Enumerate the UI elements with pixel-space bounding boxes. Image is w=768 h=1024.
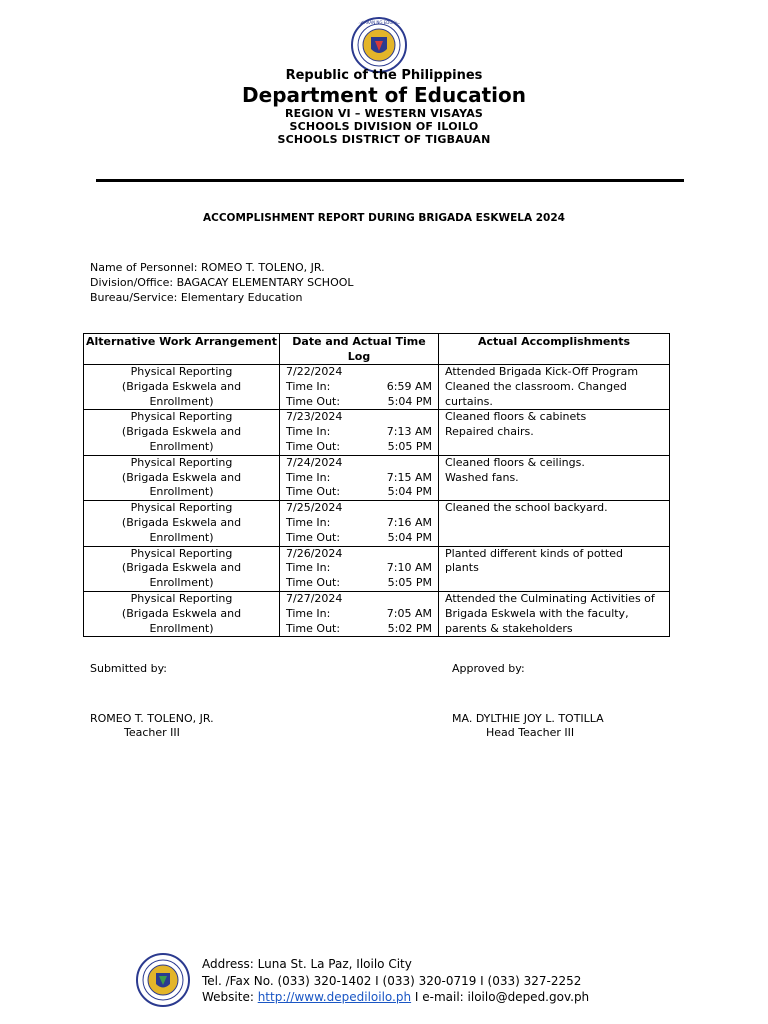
website-link[interactable]: http://www.depediloilo.ph: [257, 990, 412, 1004]
approver-position: Head Teacher III: [486, 726, 575, 739]
arrangement-cell: [84, 455, 280, 500]
accomplishment-line: Brigada Eskwela with the faculty,: [445, 606, 629, 620]
deped-seal-icon: [347, 17, 411, 73]
time-out-label: Time Out:: [286, 576, 341, 590]
time-in-line: [280, 516, 438, 531]
date-line: [280, 410, 438, 425]
time-in-label: Time In:: [286, 379, 331, 393]
time-out-value: 5:04 PM: [387, 530, 432, 544]
accomplishment-line: curtains.: [445, 394, 493, 408]
time-out-line: [280, 531, 438, 546]
email-text: I e-mail: iloilo@deped.gov.ph: [411, 990, 590, 1004]
arrangement-line: Enrollment): [149, 394, 214, 408]
date-line: [280, 365, 438, 380]
table-row: [84, 410, 670, 455]
table-row: [84, 501, 670, 546]
time-in-value: 7:16 AM: [386, 515, 432, 529]
accomplishment-line: Repaired chairs.: [445, 425, 534, 439]
website-label: Website:: [202, 990, 258, 1004]
accomplishment-line: Attended the Culminating Activities of: [445, 591, 655, 605]
table-row: [84, 591, 670, 636]
accomplishment-line: Washed fans.: [445, 470, 519, 484]
time-out-line: [280, 485, 438, 500]
time-out-value: 5:05 PM: [387, 576, 432, 590]
arrangement-line: (Brigada Eskwela and: [121, 379, 242, 393]
time-out-value: 5:05 PM: [387, 439, 432, 453]
arrangement-cell: [84, 501, 280, 546]
time-out-label: Time Out:: [286, 485, 341, 499]
seal-lettering: KAGAWARAN NG EDUKASYON: [349, 20, 409, 25]
time-in-value: 7:13 AM: [386, 425, 432, 439]
table-row: [84, 455, 670, 500]
time-in-line: [280, 607, 438, 622]
arrangement-line: Enrollment): [149, 485, 214, 499]
time-out-line: [280, 440, 438, 455]
time-log-cell: [280, 546, 439, 591]
column-header: Actual Accomplishments: [439, 334, 670, 365]
submitted-by-label: Submitted by:: [90, 662, 167, 675]
arrangement-cell: [84, 546, 280, 591]
accomplishment-line: parents & stakeholders: [445, 621, 573, 635]
time-in-label: Time In:: [286, 470, 331, 484]
time-log-cell: [280, 455, 439, 500]
arrangement-cell: [84, 410, 280, 455]
header-district: SCHOOLS DISTRICT OF TIGBAUAN: [277, 133, 491, 146]
accomplishment-cell: [439, 501, 670, 546]
arrangement-line: Physical Reporting: [130, 455, 233, 469]
arrangement-cell: [84, 591, 280, 636]
log-date: 7/23/2024: [286, 410, 343, 424]
date-line: [280, 547, 438, 562]
table-row: [84, 546, 670, 591]
arrangement-line: Enrollment): [149, 530, 214, 544]
time-in-line: [280, 380, 438, 395]
time-in-value: 7:05 AM: [386, 606, 432, 620]
arrangement-line: (Brigada Eskwela and: [121, 515, 242, 529]
arrangement-line: (Brigada Eskwela and: [121, 561, 242, 575]
log-date: 7/26/2024: [286, 546, 343, 560]
arrangement-line: Enrollment): [149, 621, 214, 635]
arrangement-line: Physical Reporting: [130, 501, 233, 515]
column-header: Alternative Work Arrangement: [84, 334, 280, 365]
time-in-label: Time In:: [286, 425, 331, 439]
footer-contact: [202, 990, 589, 1004]
footer-deped-seal-icon: [133, 952, 193, 1008]
time-in-label: Time In:: [286, 561, 331, 575]
info-bureau: Bureau/Service: Elementary Education: [90, 291, 303, 304]
log-date: 7/24/2024: [286, 455, 343, 469]
log-date: 7/25/2024: [286, 501, 343, 515]
arrangement-line: Physical Reporting: [130, 591, 233, 605]
accomplishment-line: Cleaned the school backyard.: [445, 501, 608, 515]
submitter-position: Teacher III: [124, 726, 180, 739]
time-out-value: 5:04 PM: [387, 485, 432, 499]
accomplishment-cell: [439, 455, 670, 500]
arrangement-line: Physical Reporting: [130, 365, 233, 378]
time-log-cell: [280, 365, 439, 410]
approved-by-label: Approved by:: [452, 662, 525, 675]
arrangement-line: Physical Reporting: [130, 546, 233, 560]
accomplishment-line: plants: [445, 561, 479, 575]
date-line: [280, 592, 438, 607]
arrangement-line: Enrollment): [149, 439, 214, 453]
time-out-line: [280, 395, 438, 410]
time-in-value: 7:10 AM: [386, 561, 432, 575]
time-in-line: [280, 561, 438, 576]
arrangement-line: Physical Reporting: [130, 410, 233, 424]
accomplishment-line: Cleaned the classroom. Changed: [445, 379, 627, 393]
time-in-value: 7:15 AM: [386, 470, 432, 484]
accomplishment-cell: [439, 365, 670, 410]
time-out-line: [280, 622, 438, 637]
info-office: Division/Office: BAGACAY ELEMENTARY SCHOOL: [90, 276, 354, 289]
time-in-line: [280, 425, 438, 440]
footer-phone: Tel. /Fax No. (033) 320-1402 I (033) 320-0719 I (033) 327-2252: [202, 974, 582, 988]
time-log-cell: [280, 410, 439, 455]
arrangement-line: (Brigada Eskwela and: [121, 470, 242, 484]
time-log-cell: [280, 501, 439, 546]
accomplishment-line: Attended Brigada Kick-Off Program: [445, 365, 639, 378]
time-out-label: Time Out:: [286, 621, 341, 635]
time-out-line: [280, 576, 438, 591]
time-out-label: Time Out:: [286, 394, 341, 408]
accomplishment-cell: [439, 546, 670, 591]
table-header-row: [84, 334, 670, 365]
accomplishment-line: Cleaned floors & ceilings.: [445, 455, 585, 469]
log-date: 7/22/2024: [286, 365, 343, 378]
accomplishment-cell: [439, 410, 670, 455]
time-in-value: 6:59 AM: [386, 379, 432, 393]
time-in-label: Time In:: [286, 515, 331, 529]
header-republic: Republic of the Philippines: [285, 68, 483, 83]
arrangement-line: (Brigada Eskwela and: [121, 606, 242, 620]
time-out-label: Time Out:: [286, 530, 341, 544]
header-department: Department of Education: [242, 83, 526, 107]
time-in-line: [280, 471, 438, 486]
date-line: [280, 501, 438, 516]
accomplishment-line: Cleaned floors & cabinets: [445, 410, 587, 424]
header-divider: [96, 179, 684, 182]
approver-name: MA. DYLTHIE JOY L. TOTILLA: [452, 712, 604, 725]
submitter-name: ROMEO T. TOLENO, JR.: [90, 712, 214, 725]
time-in-label: Time In:: [286, 606, 331, 620]
accomplishment-cell: [439, 591, 670, 636]
time-out-value: 5:04 PM: [387, 394, 432, 408]
footer-address: Address: Luna St. La Paz, Iloilo City: [202, 957, 412, 971]
accomplishment-line: Planted different kinds of potted: [445, 546, 623, 560]
time-out-label: Time Out:: [286, 439, 341, 453]
arrangement-line: Enrollment): [149, 576, 214, 590]
arrangement-cell: [84, 365, 280, 410]
time-log-cell: [280, 591, 439, 636]
accomplishment-table: [83, 333, 670, 637]
date-line: [280, 456, 438, 471]
info-personnel: Name of Personnel: ROMEO T. TOLENO, JR.: [90, 261, 325, 274]
report-title: ACCOMPLISHMENT REPORT DURING BRIGADA ESKWELA 2024: [203, 212, 565, 224]
header-division: SCHOOLS DIVISION OF ILOILO: [289, 120, 479, 133]
table-row: [84, 365, 670, 410]
time-out-value: 5:02 PM: [387, 621, 432, 635]
header-region: REGION VI – WESTERN VISAYAS: [284, 107, 484, 120]
log-date: 7/27/2024: [286, 591, 343, 605]
arrangement-line: (Brigada Eskwela and: [121, 425, 242, 439]
column-header: Date and Actual Time Log: [280, 334, 439, 365]
